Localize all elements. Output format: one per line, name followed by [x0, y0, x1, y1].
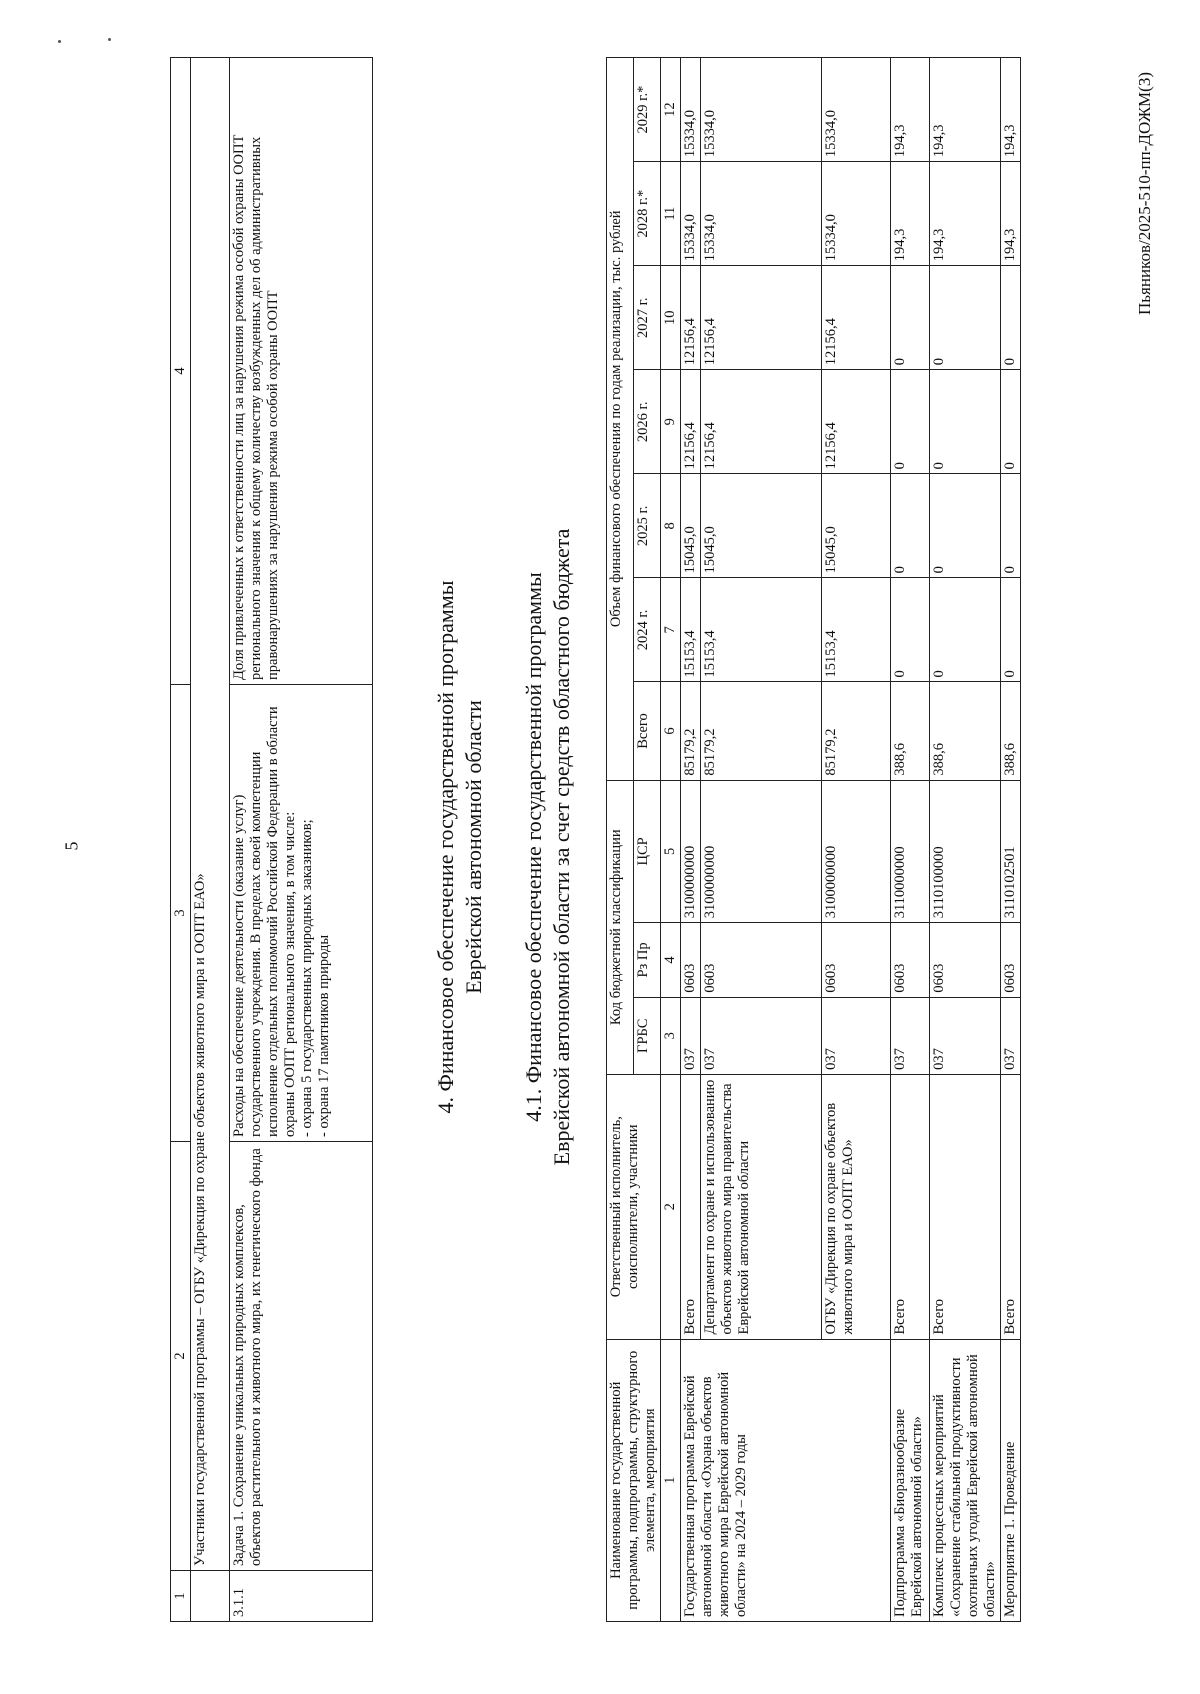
total-header: Всего [634, 682, 661, 780]
table-row [891, 58, 930, 1622]
value-cell: 15334,0 [701, 58, 822, 162]
rzpr-cell: 0603 [701, 923, 822, 997]
value-cell: 0 [1001, 474, 1021, 578]
csr-cell: 3110100000 [930, 780, 1001, 923]
complex-name: Комплекс процессных мероприятий «Сохранение стабильной продуктивности охотничьих угодий Еврейской автономной области» [930, 1339, 1001, 1621]
value-cell: 0 [1001, 370, 1021, 474]
grbs-header: ГРБС [634, 997, 661, 1074]
table-row [191, 58, 230, 1622]
csr-header: ЦСР [634, 780, 661, 923]
value-cell: 15334,0 [822, 58, 891, 162]
value-cell: 194,3 [930, 162, 1001, 266]
grbs-cell: 037 [930, 997, 1001, 1074]
value-cell: 15045,0 [681, 474, 701, 578]
value-cell: 0 [891, 474, 930, 578]
table-row [230, 58, 373, 1622]
total-cell: 388,6 [1001, 682, 1021, 780]
csr-cell: 3110000000 [891, 780, 930, 923]
value-cell: 15153,4 [681, 578, 701, 682]
index-cell: 5 [661, 780, 681, 923]
year-header: 2028 г.* [634, 162, 661, 266]
value-cell: 15045,0 [822, 474, 891, 578]
header-cell: 4 [171, 58, 191, 685]
table-row [1001, 58, 1021, 1622]
value-cell: 194,3 [1001, 58, 1021, 162]
csr-cell: 3100000000 [822, 780, 891, 923]
table-row [930, 58, 1001, 1622]
program-name: Государственная программа Еврейской автономной области «Охрана объектов животного мира Еврейской автономной области» на 2024 – 2029 годы [681, 1339, 891, 1621]
value-cell: 0 [930, 474, 1001, 578]
value-cell: 194,3 [930, 58, 1001, 162]
measure-name: Мероприятие 1. Проведение [1001, 1339, 1021, 1621]
rzpr-cell: 0603 [891, 923, 930, 997]
row-number: 3.1.1 [230, 1571, 373, 1622]
rzpr-cell: 0603 [681, 923, 701, 997]
csr-cell: 3100000000 [681, 780, 701, 923]
subprogram-name: Подпрограмма «Биоразнообразие Еврейской автономной области» [891, 1339, 930, 1621]
value-cell: 15153,4 [701, 578, 822, 682]
index-row [661, 58, 681, 1622]
exec-cell: Всего [930, 1074, 1001, 1339]
table-row [681, 58, 701, 1622]
grbs-cell: 037 [681, 997, 701, 1074]
year-header: 2024 г. [634, 578, 661, 682]
value-cell: 12156,4 [822, 370, 891, 474]
finance-table [606, 57, 1021, 1622]
section-title: Участники государственной программы – ОГБУ «Дирекция по охране объектов животного мира и ООПТ ЕАО» [191, 58, 230, 1571]
exec-cell: Всего [891, 1074, 930, 1339]
value-cell: 194,3 [891, 58, 930, 162]
total-cell: 85179,2 [701, 682, 822, 780]
index-cell: 4 [661, 923, 681, 997]
header-cell: 2 [171, 1142, 191, 1571]
value-cell: 0 [891, 370, 930, 474]
expenses-cell: Расходы на обеспечение деятельности (оказание услуг) государственного учреждения. В пределах своей компетенции исполнение отдельных полномочий Российской Федерации в области охраны ООПТ регионального значения, в том числе: - охрана 5 государственных природных заказников; - охрана 17 памятников природы [230, 685, 373, 1142]
index-cell: 1 [661, 1339, 681, 1621]
value-cell: 12156,4 [822, 266, 891, 370]
col-fin-header: Объем финансового обеспечения по годам реализации, тыс. рублей [607, 58, 634, 781]
value-cell: 15334,0 [681, 162, 701, 266]
grbs-cell: 037 [891, 997, 930, 1074]
index-cell: 2 [661, 1074, 681, 1339]
year-header: 2025 г. [634, 474, 661, 578]
csr-cell: 3100000000 [701, 780, 822, 923]
participants-table [170, 57, 373, 1622]
year-header: 2029 г.* [634, 58, 661, 162]
document-footer: Пьяников/2025-510-пп-ДОЖМ(3) [1135, 72, 1154, 315]
value-cell: 15153,4 [822, 578, 891, 682]
header-cell: 3 [171, 685, 191, 1142]
exec-cell: Всего [1001, 1074, 1021, 1339]
value-cell: 0 [1001, 266, 1021, 370]
value-cell: 0 [891, 266, 930, 370]
index-cell: 9 [661, 370, 681, 474]
header-cell: 1 [171, 1571, 191, 1622]
value-cell: 15334,0 [701, 162, 822, 266]
total-cell: 85179,2 [681, 682, 701, 780]
rzpr-cell: 0603 [822, 923, 891, 997]
index-cell: 10 [661, 266, 681, 370]
total-cell: 388,6 [891, 682, 930, 780]
page-number: 5 [61, 841, 82, 851]
total-cell: 388,6 [930, 682, 1001, 780]
grbs-cell: 037 [822, 997, 891, 1074]
index-cell: 11 [661, 162, 681, 266]
subsection-heading [520, 0, 576, 1694]
value-cell: 0 [891, 578, 930, 682]
rzpr-cell: 0603 [1001, 923, 1021, 997]
empty-cell [191, 1571, 230, 1622]
value-cell: 15045,0 [701, 474, 822, 578]
rzpr-cell: 0603 [930, 923, 1001, 997]
exec-cell: ОГБУ «Дирекция по охране объектов животного мира и ООПТ ЕАО» [822, 1074, 891, 1339]
exec-cell: Всего [681, 1074, 701, 1339]
table-header-row [607, 58, 634, 1622]
grbs-cell: 037 [1001, 997, 1021, 1074]
value-cell: 15334,0 [822, 162, 891, 266]
table-header-row [171, 58, 191, 1622]
value-cell: 0 [930, 370, 1001, 474]
section-heading [432, 0, 488, 1694]
value-cell: 0 [930, 578, 1001, 682]
csr-cell: 3110102501 [1001, 780, 1021, 923]
exec-cell: Департамент по охране и использованию объектов животного мира правительства Еврейской автономной области [701, 1074, 822, 1339]
index-cell: 3 [661, 997, 681, 1074]
value-cell: 194,3 [1001, 162, 1021, 266]
col-code-header: Код бюджетной классификации [607, 780, 634, 1074]
indicator-cell: Доля привлеченных к ответственности лиц за нарушения режима особой охраны ООПТ регионального значения к общему количеству возбужденных дел об административных правонарушениях за нарушения режима особой охраны ООПТ [230, 58, 373, 685]
heading-line: 4.1. Финансовое обеспечение государственной программы [521, 572, 546, 1122]
value-cell: 0 [930, 266, 1001, 370]
task-cell: Задача 1. Сохранение уникальных природных комплексов, объектов растительного и животного мира, их генетического фонда [230, 1142, 373, 1571]
total-cell: 85179,2 [822, 682, 891, 780]
year-header: 2026 г. [634, 370, 661, 474]
value-cell: 12156,4 [681, 370, 701, 474]
index-cell: 7 [661, 578, 681, 682]
rzpr-header: Рз Пр [634, 923, 661, 997]
value-cell: 12156,4 [701, 266, 822, 370]
col-name-header: Наименование государственной программы, подпрограммы, структурного элемента, мероприятия [607, 1339, 661, 1621]
heading-line: Еврейской автономной области за счет средств областного бюджета [549, 528, 574, 1166]
value-cell: 194,3 [891, 162, 930, 266]
index-cell: 6 [661, 682, 681, 780]
grbs-cell: 037 [701, 997, 822, 1074]
heading-line: Еврейской автономной области [461, 700, 486, 994]
index-cell: 8 [661, 474, 681, 578]
value-cell: 15334,0 [681, 58, 701, 162]
value-cell: 12156,4 [701, 370, 822, 474]
year-header: 2027 г. [634, 266, 661, 370]
index-cell: 12 [661, 58, 681, 162]
value-cell: 12156,4 [681, 266, 701, 370]
value-cell: 0 [1001, 578, 1021, 682]
heading-line: 4. Финансовое обеспечение государственной программы [433, 580, 458, 1114]
col-exec-header: Ответственный исполнитель, соисполнители, участники [607, 1074, 661, 1339]
